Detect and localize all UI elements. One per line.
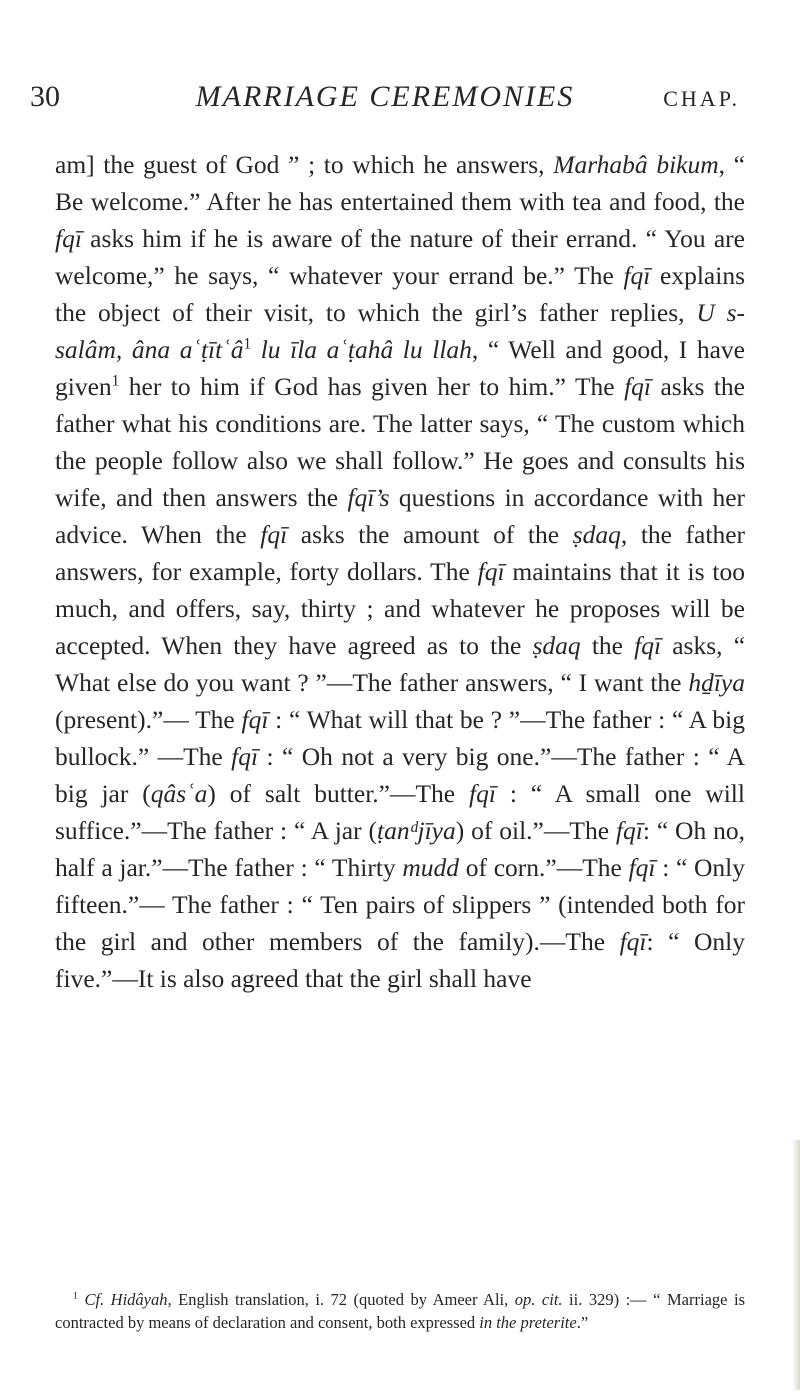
term-fqi: fqī: [241, 705, 269, 734]
text-run: , English translation, i. 72 (quoted by Ameer Ali,: [167, 1290, 515, 1309]
text-run: : “ Oh not a very big one.”—The father : “ A big jar (: [55, 742, 746, 808]
page-number: 30: [30, 80, 60, 113]
term-fqi: fqī: [231, 742, 259, 771]
text-run: : “ What will that be ? ”—The father : “ A big bullock.” —The: [55, 705, 745, 771]
text-run: ii. 329) :— “ Marriage is contracted by means of declaration and consent, both expressed: [55, 1290, 745, 1332]
footnote-marker: 1: [73, 1290, 78, 1302]
term-tandjiya: ṭanᵈjīya: [377, 816, 456, 845]
term-mudd: mudd: [402, 853, 460, 882]
page-header: [30, 80, 740, 120]
term-fqi: fqī’s: [347, 483, 390, 512]
footnote-ref: 1: [243, 335, 252, 353]
text-run: (present).”— The: [55, 705, 242, 734]
main-text: [55, 146, 745, 997]
running-title: MARRIAGE CEREMONIES: [195, 80, 575, 113]
text-run: : “ Oh no, half a jar.”—The father : “ Thirty: [55, 816, 745, 882]
text-run: , “ Well and good, I have given: [55, 335, 745, 401]
arabic-phrase: U s-salâm, âna aʿṭītʿâ: [55, 298, 745, 364]
term-fqi: fqī: [628, 853, 656, 882]
term-sdaq: ṣdaq: [572, 520, 621, 549]
text-run: , “ Be welcome.” After he has entertained them with tea and food, the: [55, 150, 745, 216]
text-run: ) of salt butter.”—The: [207, 779, 470, 808]
emphasis: in the preterite: [479, 1313, 577, 1332]
text-run: asks the amount of the: [287, 520, 573, 549]
text-run: asks him if he is aware of the nature of their errand. “ You are welcome,” he says, “ whatever your errand be.” The: [55, 224, 745, 290]
term-fqi: fqī: [634, 631, 662, 660]
text-run: : “ Only fifteen.”— The father : “ Ten pairs of slippers ” (intended both for the girl and other members of the family).—The: [55, 853, 746, 956]
text-run: asks the father what his conditions are. The latter says, “ The custom which the people follow also we shall follow.” He goes and consults his wife, and then answers the: [55, 372, 745, 512]
citation-title: Cf. Hidâyah: [84, 1290, 168, 1309]
text-run: explains the object of their visit, to which the girl’s father replies,: [55, 261, 745, 327]
term-fqi: fqī: [55, 224, 82, 253]
body-paragraph: [55, 146, 745, 997]
term-fqi: fqī: [615, 816, 643, 845]
text-run: asks, “ What else do you want ? ”—The father answers, “ I want the: [55, 631, 746, 697]
text-run: am] the guest of God ” ; to which he answers,: [55, 150, 554, 179]
page-edge-shadow: [792, 1140, 800, 1390]
text-run: [251, 335, 261, 364]
footnote: [55, 1288, 745, 1334]
text-run: her to him if God has given her to him.” The: [119, 372, 625, 401]
term-fqi: fqī: [624, 372, 651, 401]
text-run: maintains that it is too much, and offers, say, thirty ; and whatever he proposes will be accepted. When they have agreed as to the: [55, 557, 745, 660]
text-run: questions in accordance with her advice. When the: [55, 483, 746, 549]
footnote-ref: 1: [111, 372, 120, 390]
text-run: the: [580, 631, 635, 660]
text-run: , the father answers, for example, forty dollars. The: [55, 520, 746, 586]
chapter-label: CHAP.: [663, 86, 740, 111]
term-fqi: fqī: [623, 261, 651, 290]
term-sdaq: ṣdaq: [532, 631, 581, 660]
footnote-text: [55, 1288, 745, 1334]
text-run: ) of oil.”—The: [455, 816, 616, 845]
text-run: .”: [576, 1313, 589, 1332]
term-fqi: fqī: [260, 520, 288, 549]
arabic-phrase: Marhabâ bikum: [553, 150, 719, 179]
term-fqi: fqī: [469, 779, 496, 808]
term-fqi: fqī: [619, 927, 647, 956]
citation-abbrev: op. cit.: [514, 1290, 563, 1309]
term-hdiya: hḏīya: [688, 668, 745, 697]
term-qasa: qâsʿa: [150, 779, 208, 808]
text-run: of corn.”—The: [459, 853, 629, 882]
text-run: : “ A small one will suffice.”—The father : “ A jar (: [55, 779, 745, 845]
term-fqi: fqī: [477, 557, 505, 586]
arabic-phrase: lu īla aʿṭahâ lu llah: [260, 335, 472, 364]
text-run: : “ Only five.”—It is also agreed that the girl shall have: [55, 927, 746, 993]
